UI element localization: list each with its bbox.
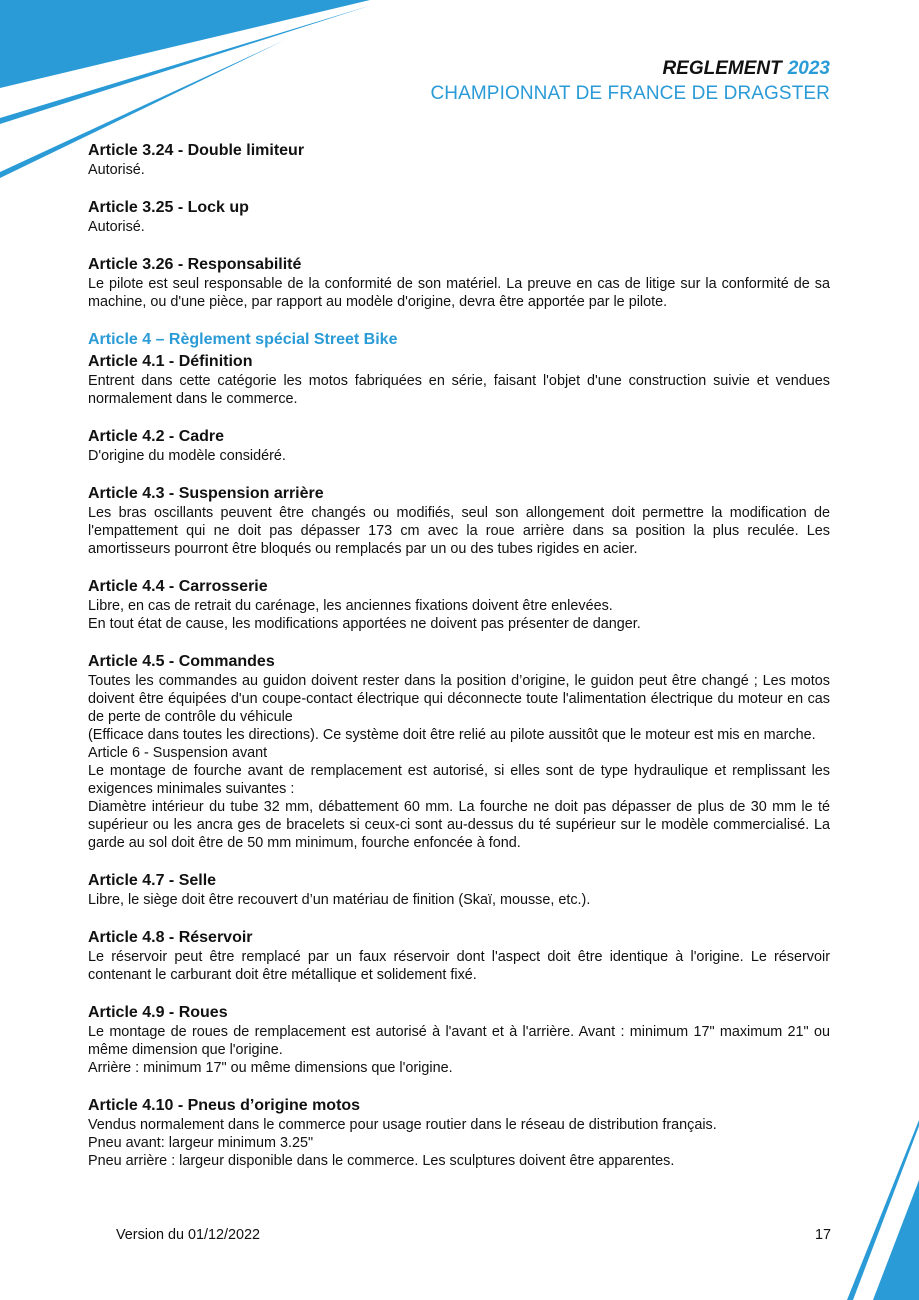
article-heading: Article 4.3 - Suspension arrière — [88, 485, 324, 502]
document-header — [430, 57, 830, 107]
article — [88, 576, 830, 633]
article-heading: Article 4.7 - Selle — [88, 872, 217, 889]
article-paragraph: Article 6 - Suspension avant — [88, 745, 268, 761]
article-paragraph: Le montage de fourche avant de remplacement est autorisé, si elles sont de type hydraulique et remplissant les exigences minimales suivantes : — [88, 763, 830, 797]
article-heading: Article 4.1 - Définition — [88, 353, 253, 370]
corner-stripes-bottom-right — [839, 1120, 919, 1300]
article-paragraph: Diamètre intérieur du tube 32 mm, débattement 60 mm. La fourche ne doit pas dépasser de plus de 30 mm le té supérieur ou les ancra ges de bracelets si ceux-ci sont au-dessus du té supérieur sur le modèle commercialisé. La garde au sol doit être de 50 mm minimum, fourche enfoncée à fond. — [88, 799, 830, 851]
article-paragraph: (Efficace dans toutes les directions). Ce système doit être relié au pilote aussitôt que le moteur est mis en marche. — [88, 727, 816, 743]
article-paragraph: Libre, le siège doit être recouvert d’un matériau de finition (Skaï, mousse, etc.). — [88, 892, 591, 908]
article — [88, 140, 830, 179]
article — [88, 1095, 830, 1170]
article-heading: Article 4.8 - Réservoir — [88, 929, 253, 946]
article-heading: Article 4.2 - Cadre — [88, 428, 225, 445]
article-paragraph: D'origine du modèle considéré. — [88, 448, 286, 464]
article-paragraph: Vendus normalement dans le commerce pour usage routier dans le réseau de distribution français. — [88, 1117, 717, 1133]
article — [88, 1002, 830, 1077]
article — [88, 651, 830, 852]
article-paragraph: Arrière : minimum 17" ou même dimensions que l'origine. — [88, 1060, 453, 1076]
article — [88, 870, 830, 909]
article-paragraph: Entrent dans cette catégorie les motos fabriquées en série, faisant l'objet d'une construction suivie et vendues normalement dans le commerce. — [88, 373, 830, 407]
article-paragraph: Libre, en cas de retrait du carénage, les anciennes fixations doivent être enlevées. — [88, 598, 613, 614]
article-paragraph: Le pilote est seul responsable de la conformité de son matériel. La preuve en cas de litige sur la conformité de sa machine, ou d'une pièce, par rapport au modèle d'origine, devra être apportée par le pilote. — [88, 276, 830, 310]
article — [88, 351, 830, 408]
article-heading: Article 4.10 - Pneus d’origine motos — [88, 1097, 361, 1114]
article-paragraph: Toutes les commandes au guidon doivent rester dans la position d’origine, le guidon peut être changé ; Les motos doivent être équipées d'un coupe-contact électrique qui déconnecte toute l'alimentation électrique du moteur en cas de perte de contrôle du véhicule — [88, 673, 830, 725]
article — [88, 927, 830, 984]
article-heading: Article 3.25 - Lock up — [88, 199, 249, 216]
document-body — [88, 140, 830, 1188]
page-number: 17 — [814, 1227, 831, 1243]
section-title: Article 4 – Règlement spécial Street Bike — [88, 331, 398, 348]
article-paragraph: Pneu avant: largeur minimum 3.25" — [88, 1135, 314, 1151]
article — [88, 426, 830, 465]
article-paragraph: Les bras oscillants peuvent être changés ou modifiés, seul son allongement doit permettre la modification de l'empattement qui ne doit pas dépasser 173 cm avec la roue arrière dans sa position la plus reculée. Les amortisseurs pourront être bloqués ou remplacés par un ou des tubes rigides en acier. — [88, 505, 830, 557]
article-heading: Article 4.5 - Commandes — [88, 653, 275, 670]
article-heading: Article 4.9 - Roues — [88, 1004, 228, 1021]
article-paragraph: En tout état de cause, les modifications apportées ne doivent pas présenter de danger. — [88, 616, 641, 632]
header-year: 2023 — [787, 58, 830, 79]
article — [88, 197, 830, 236]
footer-version: Version du 01/12/2022 — [116, 1227, 261, 1243]
header-title: REGLEMENT — [662, 58, 782, 79]
article-heading: Article 3.24 - Double limiteur — [88, 142, 305, 159]
article-heading: Article 4.4 - Carrosserie — [88, 578, 268, 595]
article — [88, 254, 830, 311]
article — [88, 483, 830, 558]
article-paragraph: Pneu arrière : largeur disponible dans le commerce. Les sculptures doivent être apparentes. — [88, 1153, 675, 1169]
article-heading: Article 3.26 - Responsabilité — [88, 256, 302, 273]
article-paragraph: Le montage de roues de remplacement est autorisé à l'avant et à l'arrière. Avant : minimum 17" maximum 21" ou même dimension que l'origine. — [88, 1024, 830, 1058]
header-subtitle: CHAMPIONNAT DE FRANCE DE DRAGSTER — [430, 83, 830, 104]
article-paragraph: Autorisé. — [88, 162, 145, 178]
article-paragraph: Le réservoir peut être remplacé par un faux réservoir dont l'aspect doit être identique à l'origine. Le réservoir contenant le carburant doit être métallique et solidement fixé. — [88, 949, 830, 983]
article-paragraph: Autorisé. — [88, 219, 145, 235]
